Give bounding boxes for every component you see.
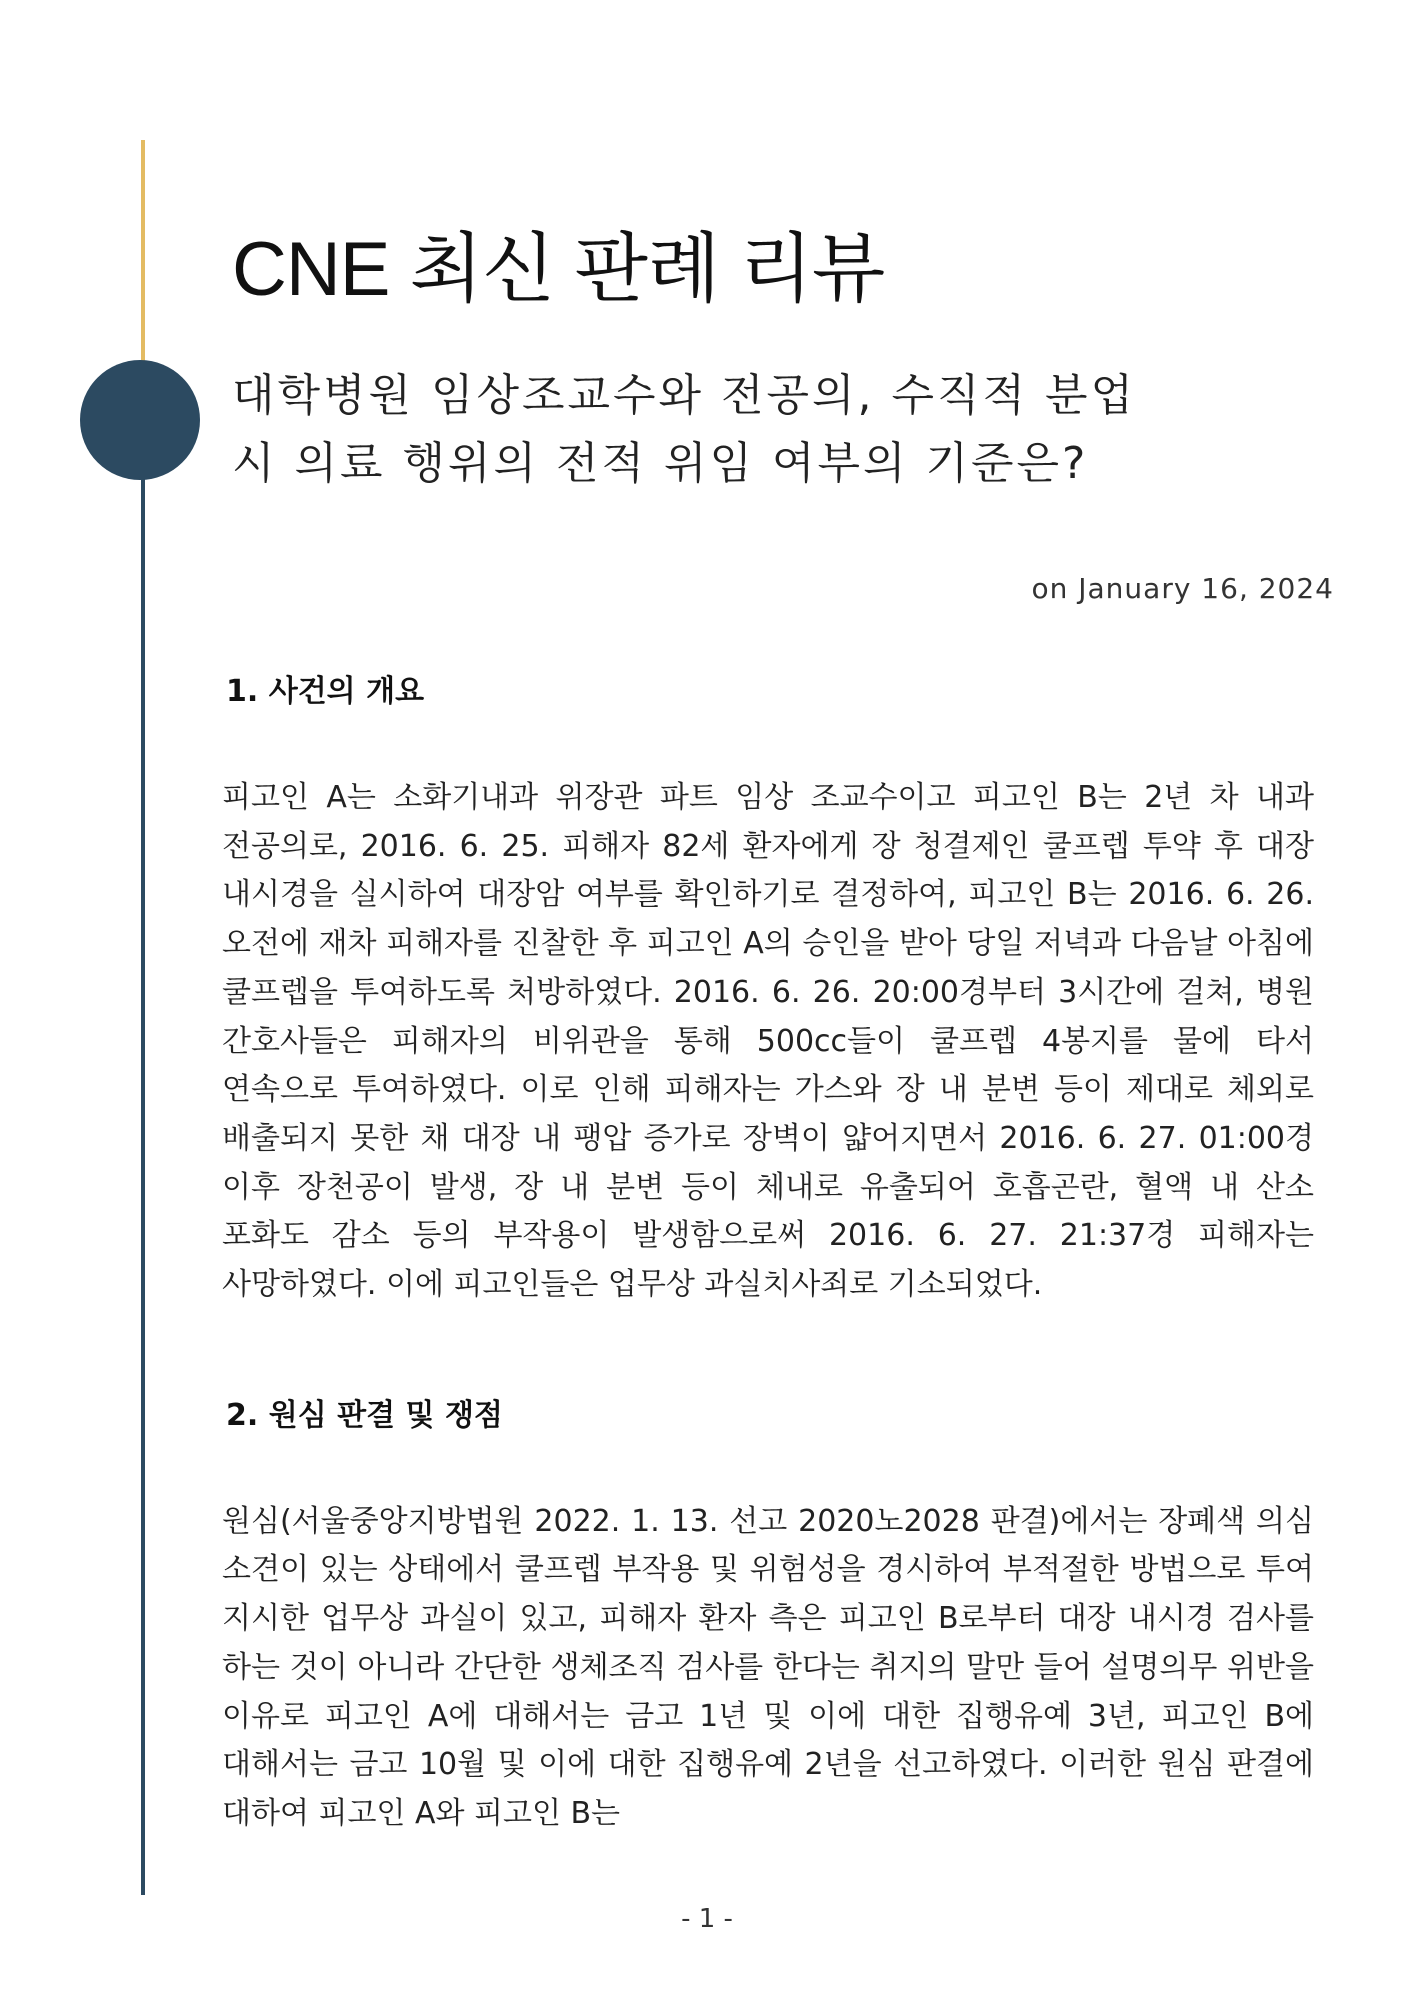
publish-date: on January 16, 2024 — [1031, 572, 1334, 605]
subtitle-line: 대학병원 임상조교수와 전공의, 수직적 분업 — [232, 370, 1137, 421]
section-heading: 2. 원심 판결 및 쟁점 — [226, 1397, 503, 1433]
page-number: - 1 - — [681, 1904, 733, 1934]
page-title: CNE 최신 판례 리뷰 — [232, 227, 885, 312]
section-lower-court-ruling — [222, 1390, 1314, 1839]
page-subtitle — [232, 362, 1136, 498]
decorative-navy-line — [141, 420, 145, 1895]
article-body — [222, 666, 1314, 1919]
section-heading: 1. 사건의 개요 — [226, 674, 425, 709]
section-paragraph: 원심(서울중앙지방법원 2022. 1. 13. 선고 2020노2028 판결)에서는 장폐색 의심 소견이 있는 상태에서 쿨프렙 부작용 및 위험성을 경시하여 부적절한 방법으로 투여 지시한 업무상 과실이 있고, 피해자 환자 측은 피고인 B로부터 대장 내시경 검사를 하는 것이 아니라 간단한 생체조직 검사를 한다는 취지의 말만 들어 설명의무 위반을 이유로 피고인 A에 대해서는 금고 1년 및 이에 대한 집행유예 3년, 피고인 B에 대해서는 금고 10월 및 이에 대한 집행유예 2년을 선고하였다. 이러한 원심 판결에 대하여 피고인 A와 피고인 B는 — [222, 1503, 1314, 1831]
section-case-overview — [222, 666, 1314, 1310]
section-paragraph: 피고인 A는 소화기내과 위장관 파트 임상 조교수이고 피고인 B는 2년 차 내과 전공의로, 2016. 6. 25. 피해자 82세 환자에게 장 청결제인 쿨프렙 투약 후 대장 내시경을 실시하여 대장암 여부를 확인하기로 결정하여, 피고인 B는 2016. 6. 26. 오전에 재차 피해자를 진찰한 후 피고인 A의 승인을 받아 당일 저녁과 다음날 아침에 쿨프렙을 투여하도록 처방하였다. 2016. 6. 26. 20:00경부터 3시간에 걸쳐, 병원 간호사들은 피해자의 비위관을 통해 500cc들이 쿨프렙 4봉지를 물에 타서 연속으로 투여하였다. 이로 인해 피해자는 가스와 장 내 분변 등이 제대로 체외로 배출되지 못한 채 대장 내 팽압 증가로 장벽이 얇어지면서 2016. 6. 27. 01:00경 이후 장천공이 발생, 장 내 분변 등이 체내로 유출되어 호흡곤란, 혈액 내 산소 포화도 감소 등의 부작용이 발생함으로써 2016. 6. 27. 21:37경 피해자는 사망하였다. 이에 피고인들은 업무상 과실치사죄로 기소되었다. — [222, 780, 1314, 1303]
subtitle-line: 시 의료 행위의 전적 위임 여부의 기준은? — [232, 438, 1089, 489]
decorative-circle — [80, 360, 200, 480]
